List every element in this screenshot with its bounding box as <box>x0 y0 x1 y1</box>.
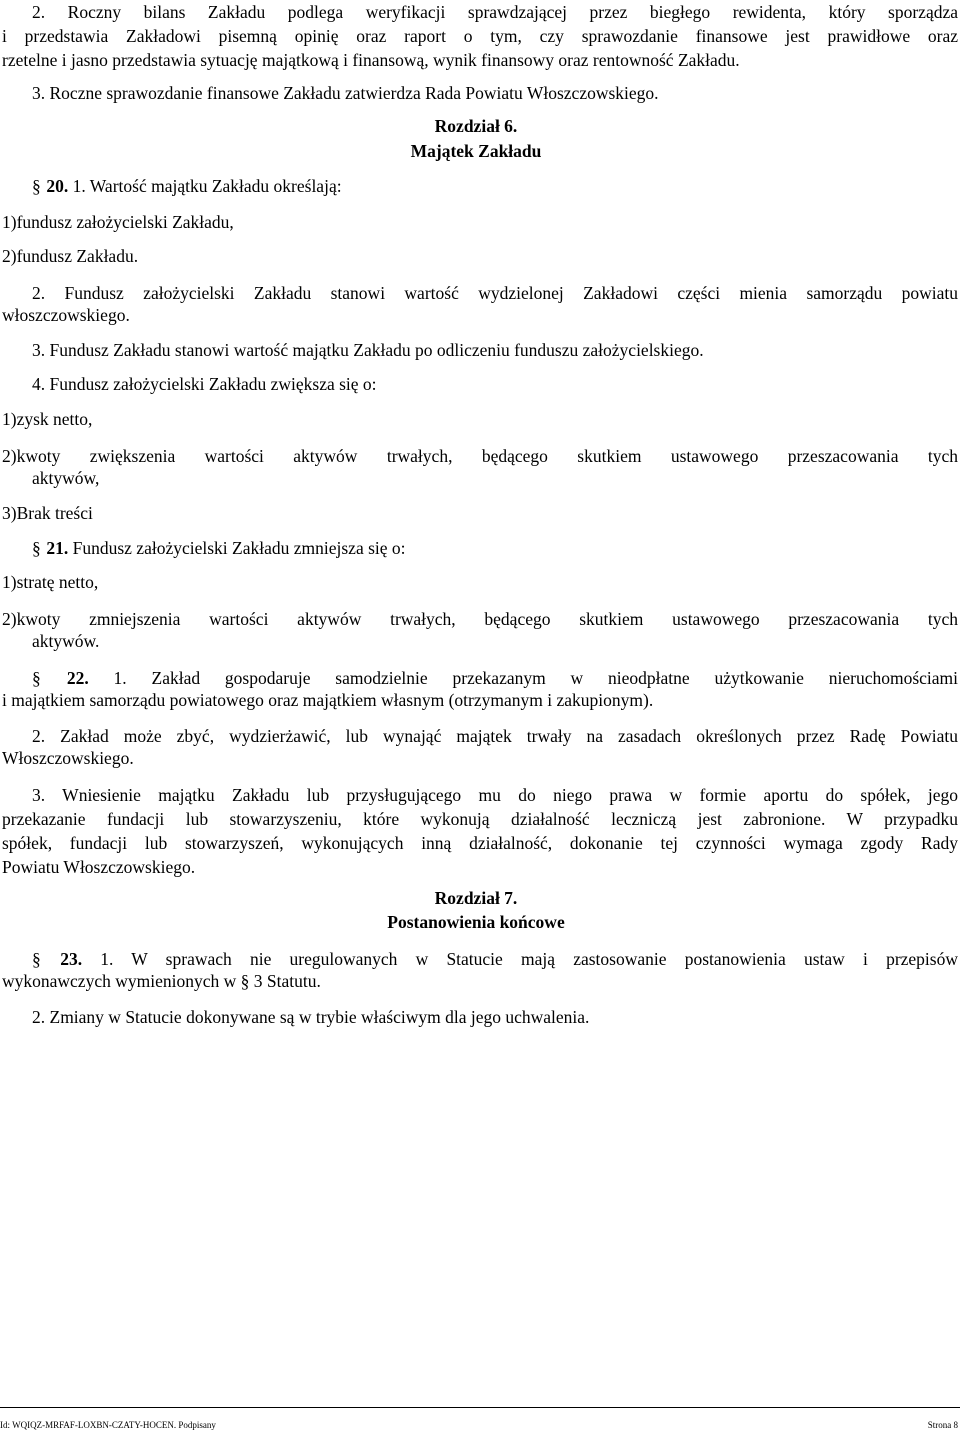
list-item <box>2 607 958 631</box>
section-23-intro <box>32 947 958 971</box>
list-item <box>2 444 958 468</box>
section-number: 21. <box>46 538 69 558</box>
footer-page-number: Strona 8 <box>927 1420 958 1430</box>
footer-divider <box>0 1407 960 1408</box>
text-line: spółek, fundacji lub stowarzyszeń, wykonujących inną działalność, dokonanie tej czynności wymaga zgody Rady <box>2 833 958 853</box>
text-line: i przedstawia Zakładowi pisemną opinię oraz raport o tym, czy sprawozdanie finansowe jest prawidłowe oraz <box>2 26 958 46</box>
section-text: 1. Zakład gospodaruje samodzielnie przekazanym w nieodpłatne użytkowanie nieruchomościami <box>88 668 958 688</box>
section-20-intro <box>32 176 342 197</box>
section-mark-icon: § <box>32 176 41 196</box>
paragraph-22-3 <box>32 783 958 807</box>
section-22-intro <box>32 666 958 690</box>
footer-document-id: Id: WQIQZ-MRFAF-LOXBN-CZATY-HOCEN. Podpisany <box>0 1420 216 1430</box>
section-mark-icon: § <box>32 949 41 969</box>
text-line: aktywów. <box>32 631 100 651</box>
chapter-6-subtitle: Majątek Zakładu <box>410 141 542 161</box>
text-line: wykonawczych wymienionych w § 3 Statutu. <box>2 971 321 991</box>
list-item: 1)stratę netto, <box>2 572 99 592</box>
text-line: włoszczowskiego. <box>2 305 130 325</box>
list-item: 2)fundusz Zakładu. <box>2 246 139 266</box>
text-line: Włoszczowskiego. <box>2 748 134 768</box>
section-text: Fundusz założycielski Zakładu zmniejsza się o: <box>68 538 406 558</box>
section-text: 1. Wartość majątku Zakładu określają: <box>68 176 342 196</box>
section-number: 23. <box>60 949 83 969</box>
paragraph-20-2 <box>32 281 958 305</box>
section-number: 20. <box>46 176 69 196</box>
paragraph-23-2: 2. Zmiany w Statucie dokonywane są w trybie właściwym dla jego uchwalenia. <box>32 1007 590 1027</box>
text-line <box>32 947 958 971</box>
paragraph-audit-cont <box>2 24 958 72</box>
text-line: rzetelne i jasno przedstawia sytuację majątkową i finansową, wynik finansowy oraz rentowność Zakładu. <box>2 50 740 70</box>
text-line: Powiatu Włoszczowskiego. <box>2 857 196 877</box>
text-line: 2. Roczny bilans Zakładu podlega weryfikacji sprawdzającej przez biegłego rewidenta, który sporządza <box>32 2 958 22</box>
paragraph-20-4: 4. Fundusz założycielski Zakładu zwiększa się o: <box>32 374 377 394</box>
chapter-7-title: Rozdział 7. <box>434 888 518 908</box>
paragraph-20-3: 3. Fundusz Zakładu stanowi wartość majątku Zakładu po odliczeniu funduszu założycielskiego. <box>32 340 704 360</box>
paragraph-audit <box>32 0 958 24</box>
chapter-6-title: Rozdział 6. <box>434 116 518 136</box>
section-21-intro <box>32 538 406 559</box>
text-line: 3. Wniesienie majątku Zakładu lub przysługującego mu do niego prawa w formie aportu do spółek, jego <box>32 785 958 805</box>
chapter-7-subtitle: Postanowienia końcowe <box>387 912 565 932</box>
text-line <box>32 666 958 690</box>
paragraph-22-2 <box>32 724 958 748</box>
list-item: 3)Brak treści <box>2 503 93 523</box>
section-mark-icon: § <box>32 538 41 558</box>
text-line: 2)kwoty zwiększenia wartości aktywów trwałych, będącego skutkiem ustawowego przeszacowania tych <box>2 446 958 466</box>
section-text: 1. W sprawach nie uregulowanych w Statucie mają zastosowanie postanowienia ustaw i przepisów <box>82 949 958 969</box>
paragraph-22-3-cont <box>2 807 958 879</box>
text-line: przekazanie fundacji lub stowarzyszeniu, które wykonują działalność leczniczą jest zabronione. W przypadku <box>2 809 958 829</box>
text-line: 2)kwoty zmniejszenia wartości aktywów trwałych, będącego skutkiem ustawowego przeszacowania tych <box>2 609 958 629</box>
text-line: 2. Fundusz założycielski Zakładu stanowi wartość wydzielonej Zakładowi części mienia samorządu powiatu <box>32 283 958 303</box>
list-item: 1)fundusz założycielski Zakładu, <box>2 212 234 232</box>
list-item: 1)zysk netto, <box>2 409 93 429</box>
text-line: i majątkiem samorządu powiatowego oraz majątkiem własnym (otrzymanym i zakupionym). <box>2 690 654 710</box>
section-number: 22. <box>66 668 89 688</box>
paragraph-approval: 3. Roczne sprawozdanie finansowe Zakładu zatwierdza Rada Powiatu Włoszczowskiego. <box>32 83 659 103</box>
section-mark-icon: § <box>32 668 41 688</box>
text-line: 2. Zakład może zbyć, wydzierżawić, lub wynająć majątek trwały na zasadach określonych przez Radę Powiatu <box>32 726 958 746</box>
text-line: aktywów, <box>32 468 100 488</box>
